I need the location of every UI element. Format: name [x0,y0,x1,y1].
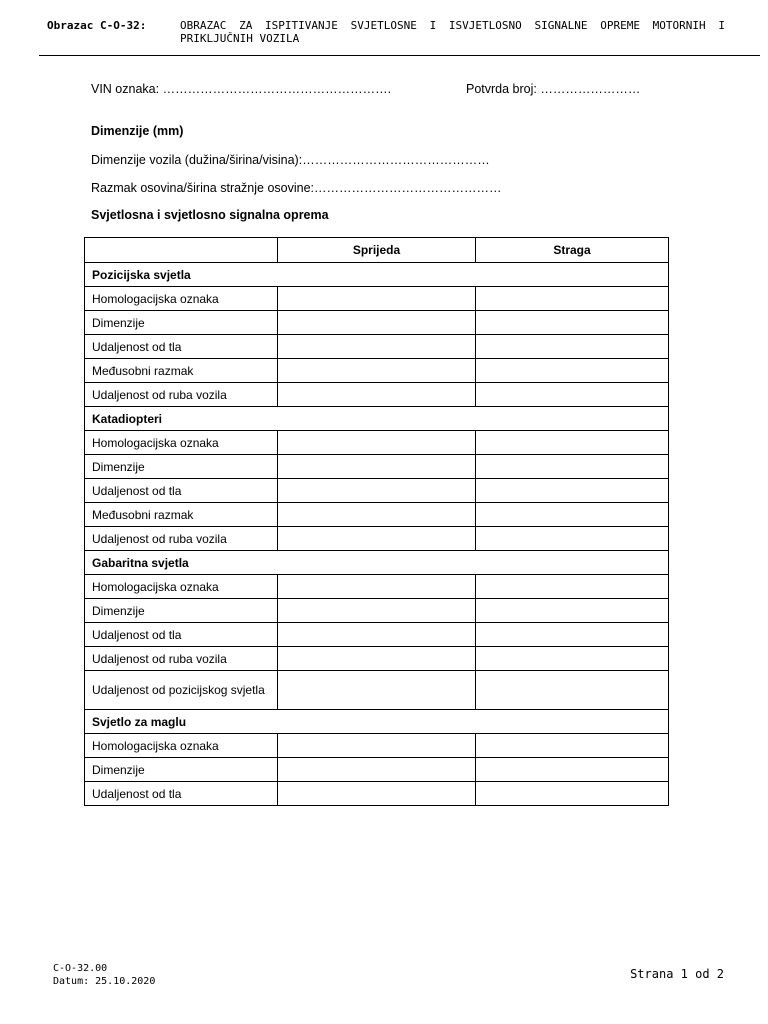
row-label: Udaljenost od ruba vozila [85,527,278,551]
form-title-word: OPREME [600,19,640,32]
table-row [85,503,669,527]
footer-doc-info [53,962,155,988]
row-label: Udaljenost od tla [85,623,278,647]
input-cell-straga[interactable] [476,527,669,551]
table-row [85,575,669,599]
header-cell-empty [85,238,278,263]
input-cell-straga[interactable] [476,311,669,335]
table-row [85,527,669,551]
input-cell-straga[interactable] [476,671,669,710]
input-cell-straga[interactable] [476,479,669,503]
page-number: Strana 1 od 2 [630,967,724,981]
row-label: Dimenzije [85,455,278,479]
row-label: Međusobni razmak [85,503,278,527]
input-cell-straga[interactable] [476,359,669,383]
input-cell-straga[interactable] [476,782,669,806]
row-label: Međusobni razmak [85,359,278,383]
input-cell-sprijeda[interactable] [278,623,476,647]
form-title-line-2: PRIKLJUČNIH VOZILA [180,32,300,45]
input-cell-sprijeda[interactable] [278,311,476,335]
input-cell-sprijeda[interactable] [278,782,476,806]
input-cell-straga[interactable] [476,287,669,311]
input-cell-sprijeda[interactable] [278,431,476,455]
row-label: Udaljenost od tla [85,335,278,359]
table-row [85,623,669,647]
form-title-word: I [429,19,437,32]
input-cell-straga[interactable] [476,383,669,407]
input-cell-sprijeda[interactable] [278,455,476,479]
table-row [85,359,669,383]
form-title-word: ISPITIVANJE [265,19,338,32]
table-row [85,758,669,782]
table-row [85,431,669,455]
header-divider [39,55,760,56]
input-cell-sprijeda[interactable] [278,599,476,623]
dimenzije-vozila-field[interactable]: Dimenzije vozila (dužina/širina/visina):……………………………………… [91,153,490,167]
group-row [85,710,669,734]
group-heading: Gabaritna svjetla [85,551,669,575]
form-code: Obrazac C-O-32: [47,19,147,32]
row-label: Homologacijska oznaka [85,287,278,311]
footer-doc-code: C-O-32.00 [53,963,108,974]
row-label: Dimenzije [85,599,278,623]
input-cell-straga[interactable] [476,431,669,455]
dimenzije-heading: Dimenzije (mm) [91,124,184,138]
input-cell-sprijeda[interactable] [278,647,476,671]
form-title [180,19,725,45]
input-cell-straga[interactable] [476,623,669,647]
input-cell-sprijeda[interactable] [278,503,476,527]
table-row [85,782,669,806]
input-cell-straga[interactable] [476,335,669,359]
table-row [85,647,669,671]
input-cell-sprijeda[interactable] [278,671,476,710]
vin-field[interactable]: VIN oznaka: ………………………………………………. [91,82,392,96]
input-cell-straga[interactable] [476,575,669,599]
input-cell-sprijeda[interactable] [278,527,476,551]
row-label: Udaljenost od ruba vozila [85,383,278,407]
input-cell-sprijeda[interactable] [278,734,476,758]
form-title-word: SIGNALNE [534,19,588,32]
form-title-word: ISVJETLOSNO [448,19,522,32]
table-row [85,479,669,503]
table-row [85,599,669,623]
form-title-word: SVJETLOSNE [350,19,417,32]
row-label: Homologacijska oznaka [85,575,278,599]
input-cell-sprijeda[interactable] [278,287,476,311]
form-title-word: I [718,19,725,32]
row-label: Udaljenost od ruba vozila [85,647,278,671]
table-row [85,311,669,335]
header-cell-sprijeda: Sprijeda [278,238,476,263]
input-cell-straga[interactable] [476,647,669,671]
row-label: Udaljenost od tla [85,782,278,806]
potvrda-field[interactable]: Potvrda broj: …………………… [466,82,641,96]
group-heading: Pozicijska svjetla [85,263,669,287]
oprema-heading: Svjetlosna i svjetlosno signalna oprema [91,208,329,222]
group-heading: Katadiopteri [85,407,669,431]
input-cell-straga[interactable] [476,503,669,527]
input-cell-sprijeda[interactable] [278,335,476,359]
table-header-row [85,238,669,263]
input-cell-straga[interactable] [476,734,669,758]
row-label: Homologacijska oznaka [85,734,278,758]
group-row [85,407,669,431]
input-cell-sprijeda[interactable] [278,479,476,503]
row-label: Udaljenost od tla [85,479,278,503]
form-title-word: ZA [239,19,253,32]
table-row [85,455,669,479]
table-row [85,383,669,407]
table-row [85,734,669,758]
input-cell-straga[interactable] [476,455,669,479]
row-label: Dimenzije [85,311,278,335]
table-row [85,671,669,710]
input-cell-sprijeda[interactable] [278,383,476,407]
oprema-table [84,237,669,806]
footer-date: Datum: 25.10.2020 [53,976,156,987]
row-label: Dimenzije [85,758,278,782]
table-row [85,335,669,359]
input-cell-sprijeda[interactable] [278,575,476,599]
group-row [85,551,669,575]
razmak-osovina-field[interactable]: Razmak osovina/širina stražnje osovine:……………………………………… [91,181,502,195]
row-label: Homologacijska oznaka [85,431,278,455]
group-heading: Svjetlo za maglu [85,710,669,734]
input-cell-sprijeda[interactable] [278,758,476,782]
group-row [85,263,669,287]
form-title-word: OBRAZAC [180,19,227,32]
input-cell-sprijeda[interactable] [278,359,476,383]
table-row [85,287,669,311]
form-title-line-1 [180,19,725,32]
row-label: Udaljenost od pozicijskog svjetla [85,671,278,710]
header-cell-straga: Straga [476,238,669,263]
input-cell-straga[interactable] [476,599,669,623]
input-cell-straga[interactable] [476,758,669,782]
form-title-word: MOTORNIH [652,19,706,32]
